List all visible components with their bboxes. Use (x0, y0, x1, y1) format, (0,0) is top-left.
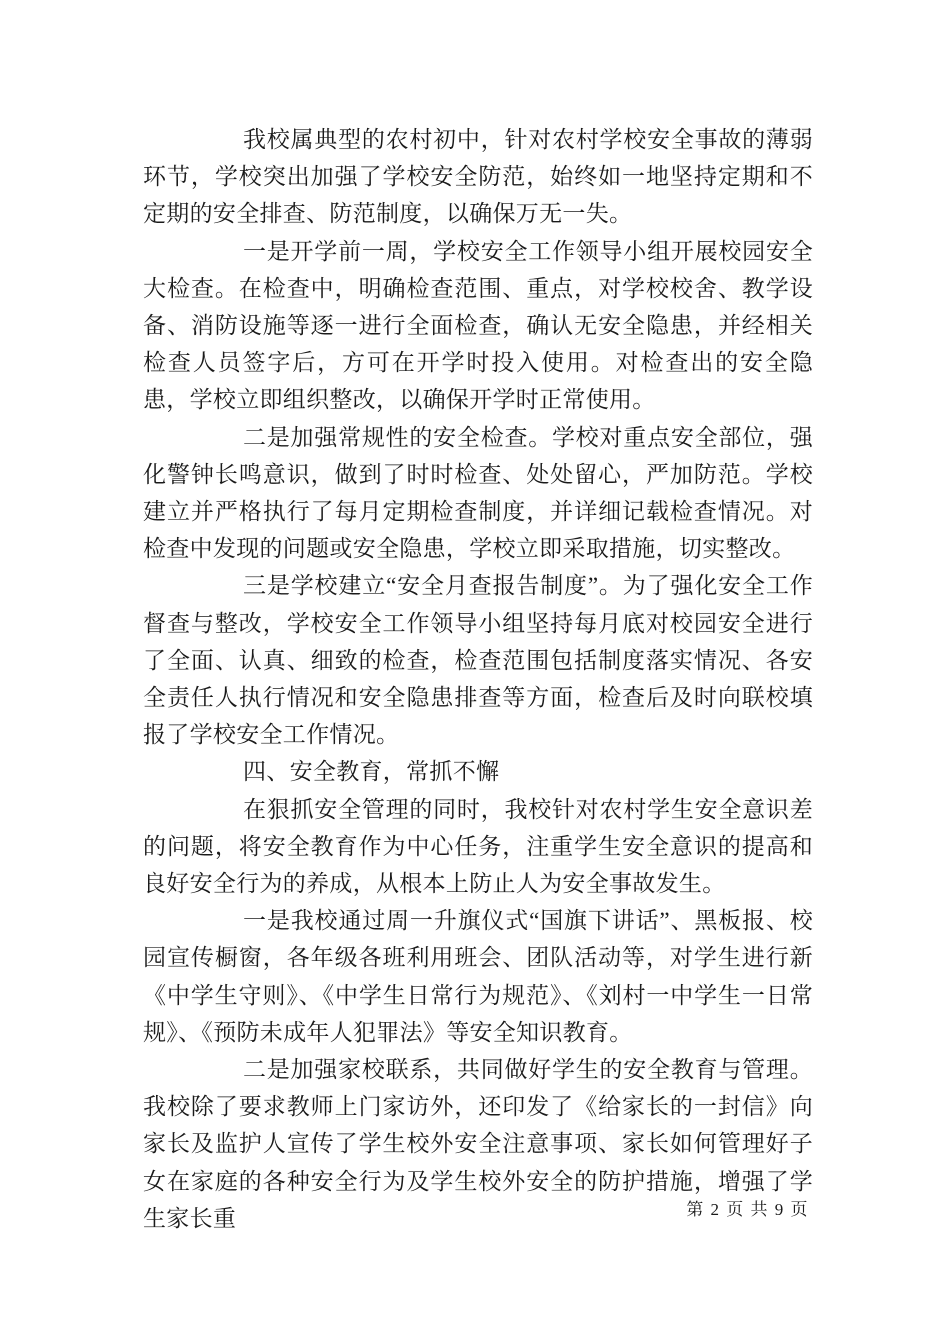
paragraph-education-measure-two: 二是加强家校联系，共同做好学生的安全教育与管理。我校除了要求教师上门家访外，还印发了《给家长的一封信》向家长及监护人宣传了学生校外安全注意事项、家长如何管理好子女在家庭的各种安全行为及学生校外安全的防护措施，增强了学生家长重 (143, 1057, 813, 1231)
paragraph-overview: 我校属典型的农村初中，针对农村学校安全事故的薄弱环节，学校突出加强了学校安全防范，始终如一地坚持定期和不定期的安全排查、防范制度，以确保万无一失。 (143, 127, 813, 227)
page-number-footer: 第 2 页 共 9 页 (686, 1200, 809, 1219)
document-body (143, 121, 813, 1237)
paragraph-education-measure-one: 一是我校通过周一升旗仪式“国旗下讲话”、黑板报、校园宣传橱窗，各年级各班利用班会、团队活动等，对学生进行新《中学生守则》、《中学生日常行为规范》、《刘村一中学生一日常规》、《预防未成年人犯罪法》等安全知识教育。 (143, 908, 813, 1045)
paragraph-inspection-measure-two: 二是加强常规性的安全检查。学校对重点安全部位，强化警钟长鸣意识，做到了时时检查、处处留心，严加防范。学校建立并严格执行了每月定期检查制度，并详细记载检查情况。对检查中发现的问题或安全隐患，学校立即采取措施，切实整改。 (143, 424, 813, 562)
paragraph-inspection-measure-three: 三是学校建立“安全月查报告制度”。为了强化安全工作督查与整改，学校安全工作领导小组坚持每月底对校园安全进行了全面、认真、细致的检查，检查范围包括制度落实情况、各安全责任人执行情况和安全隐患排查等方面，检查后及时向联校填报了学校安全工作情况。 (143, 573, 813, 748)
section-heading-four: 四、安全教育，常抓不懈 (243, 759, 500, 785)
paragraph-education-intro: 在狠抓安全管理的同时，我校针对农村学生安全意识差的问题，将安全教育作为中心任务，注重学生安全意识的提高和良好安全行为的养成，从根本上防止人为安全事故发生。 (143, 796, 813, 897)
paragraph-inspection-measure-one: 一是开学前一周，学校安全工作领导小组开展校园安全大检查。在检查中，明确检查范围、重点，对学校校舍、教学设备、消防设施等逐一进行全面检查，确认无安全隐患，并经相关检查人员签字后，方可在开学时投入使用。对检查出的安全隐患，学校立即组织整改，以确保开学时正常使用。 (143, 238, 813, 413)
